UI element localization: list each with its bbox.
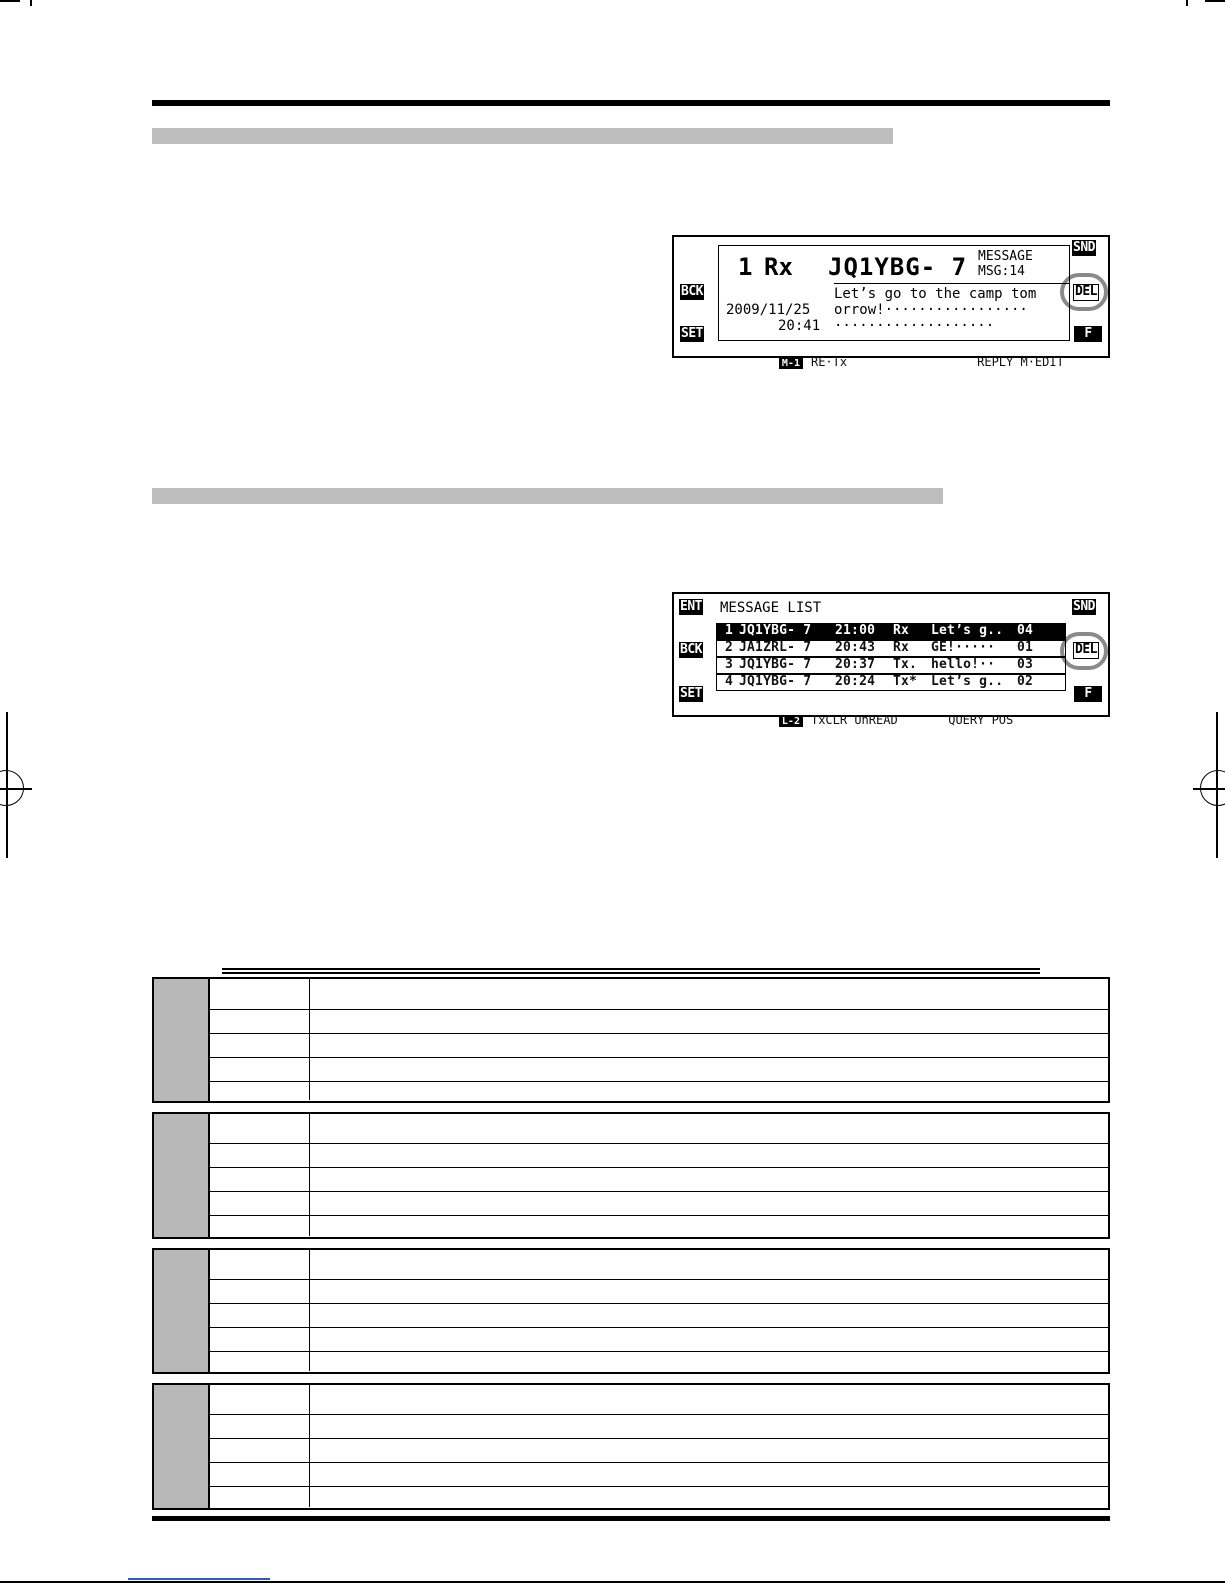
table-row: [210, 1280, 1108, 1304]
row-time: 20:43: [835, 640, 876, 655]
table-cell-key: [210, 1168, 310, 1191]
table-row: [210, 1168, 1108, 1192]
row-time: 21:00: [835, 623, 876, 638]
function-key-labels: TxCLR UnREAD QUERY POS: [810, 713, 1014, 727]
table-row: [210, 1463, 1108, 1487]
row-direction: Tx.: [893, 657, 918, 672]
row-number: 3: [725, 657, 734, 672]
table-cell-key: [210, 1010, 310, 1033]
section-heading-bar-1: [152, 128, 893, 144]
table-row: [210, 1439, 1108, 1463]
crop-mark-top-right: [1186, 0, 1188, 6]
table-cell-key: [210, 1439, 310, 1462]
mode-label: MESSAGE: [978, 249, 1033, 264]
row-direction: Rx: [893, 640, 918, 655]
table-cell-key: [210, 1328, 310, 1351]
table-cell-key: [210, 1144, 310, 1167]
table-cell-key: [210, 1385, 310, 1414]
bck-softkey[interactable]: BCK: [680, 642, 702, 657]
row-callsign: JA1ZRL- 7: [739, 640, 812, 655]
table-row: [210, 1415, 1108, 1439]
table-row: [210, 1010, 1108, 1034]
row-direction: Rx: [893, 623, 918, 638]
table-cell-key: [210, 979, 310, 1009]
row-count: 03: [1017, 657, 1034, 672]
table-row: [210, 1082, 1108, 1100]
message-list-row[interactable]: [716, 674, 1066, 691]
row-time: 20:24: [835, 674, 876, 689]
snd-softkey[interactable]: SND: [1073, 599, 1095, 614]
row-count: 04: [1017, 623, 1034, 638]
table-cell-key: [210, 1250, 310, 1279]
row-time: 20:37: [835, 657, 876, 672]
row-callsign: JQ1YBG- 7: [739, 674, 812, 689]
table-cell-key: [210, 1352, 310, 1371]
del-softkey[interactable]: DEL: [1075, 642, 1097, 657]
table-row: [210, 1328, 1108, 1352]
table-row: [210, 1114, 1108, 1144]
message-index: 1: [738, 253, 753, 281]
message-body-line-2: orrow!·················: [834, 302, 1028, 318]
table-row: [210, 1250, 1108, 1280]
table-cell-key: [210, 1082, 310, 1100]
message-list-row[interactable]: [716, 640, 1066, 657]
message-callsign: JQ1YBG- 7: [828, 253, 968, 281]
del-softkey[interactable]: DEL: [1075, 284, 1097, 299]
table-row: [210, 1304, 1108, 1328]
table-cell-key: [210, 1216, 310, 1236]
row-callsign: JQ1YBG- 7: [739, 657, 812, 672]
table-group-label: [154, 979, 210, 1101]
table-group-label: [154, 1250, 210, 1372]
row-count: 02: [1017, 674, 1034, 689]
ent-softkey[interactable]: ENT: [680, 599, 702, 614]
table-cell-key: [210, 1463, 310, 1486]
message-counter: MSG:14: [978, 264, 1025, 279]
table-row: [210, 979, 1108, 1010]
table-row: [210, 1034, 1108, 1058]
row-preview: Let’s g..: [931, 674, 1004, 689]
row-number: 4: [725, 674, 734, 689]
table-cell-key: [210, 1114, 310, 1143]
table-cell-key: [210, 1487, 310, 1507]
page-header-rule: [152, 100, 1110, 106]
row-preview: Let’s g..: [931, 623, 1004, 638]
row-count: 01: [1017, 640, 1034, 655]
table-cell-key: [210, 1304, 310, 1327]
table-cell-key: [210, 1192, 310, 1215]
table-row: [210, 1192, 1108, 1216]
set-softkey[interactable]: SET: [680, 686, 702, 701]
table-cell-key: [210, 1034, 310, 1057]
message-direction: Rx: [764, 253, 793, 281]
page-trim-line: [0, 1581, 1225, 1583]
table-row: [210, 1058, 1108, 1082]
footer-link-underline[interactable]: [128, 1578, 270, 1580]
message-date: 2009/11/25: [726, 302, 811, 318]
registration-circle-right: [1200, 770, 1225, 806]
f-softkey[interactable]: F: [1074, 686, 1102, 702]
function-key-labels: RE·Tx REPLY M·EDIT: [810, 355, 1064, 369]
table-row: [210, 1487, 1108, 1507]
message-list-title: MESSAGE LIST: [720, 600, 822, 616]
function-key-row: [750, 699, 1013, 741]
function-page-badge: L-2: [779, 716, 803, 727]
table-cell-key: [210, 1280, 310, 1303]
crop-mark-top-left-v: [30, 0, 32, 6]
row-preview: GE!·····: [931, 640, 996, 655]
function-table-1: [152, 977, 1110, 1103]
message-list-row[interactable]: [716, 657, 1066, 674]
table-row: [210, 1385, 1108, 1415]
table-group-label: [154, 1385, 210, 1508]
function-table-2: [152, 1112, 1110, 1239]
crop-mark-top-left: [0, 0, 20, 2]
table-row: [210, 1216, 1108, 1236]
lcd-message-detail-screen: [672, 235, 1110, 369]
table-row: [210, 1144, 1108, 1168]
del-highlight-ring: [1060, 632, 1108, 670]
row-callsign: JQ1YBG- 7: [739, 623, 812, 638]
table-title-rule-top: [222, 968, 1040, 970]
row-preview: hello!··: [931, 657, 996, 672]
message-time: 20:41: [778, 318, 821, 334]
message-list-row[interactable]: [716, 623, 1066, 640]
table-row: [210, 1352, 1108, 1371]
message-body-line-3: ···················: [834, 318, 995, 334]
bck-softkey[interactable]: BCK: [681, 284, 703, 299]
set-softkey[interactable]: SET: [681, 326, 703, 341]
lcd-message-list-screen: [672, 592, 1110, 727]
function-table-3: [152, 1248, 1110, 1374]
registration-circle-left: [0, 770, 24, 806]
page-footer-rule: [152, 1516, 1110, 1521]
row-direction: Tx*: [893, 674, 918, 689]
table-cell-key: [210, 1415, 310, 1438]
crop-mark-top-right-h: [1205, 0, 1225, 2]
snd-softkey[interactable]: SND: [1073, 240, 1095, 255]
function-key-row: [750, 341, 1064, 383]
row-number: 2: [725, 640, 734, 655]
function-page-badge: M-1: [779, 358, 803, 369]
table-group-label: [154, 1114, 210, 1237]
table-title-rule-bottom: [222, 972, 1040, 974]
table-cell-key: [210, 1058, 310, 1081]
header-divider: [834, 283, 1070, 284]
row-number: 1: [725, 623, 734, 638]
section-heading-bar-2: [152, 488, 943, 504]
f-softkey[interactable]: F: [1074, 326, 1102, 342]
message-body-line-1: Let’s go to the camp tom: [834, 286, 1037, 302]
function-table-4: [152, 1383, 1110, 1510]
